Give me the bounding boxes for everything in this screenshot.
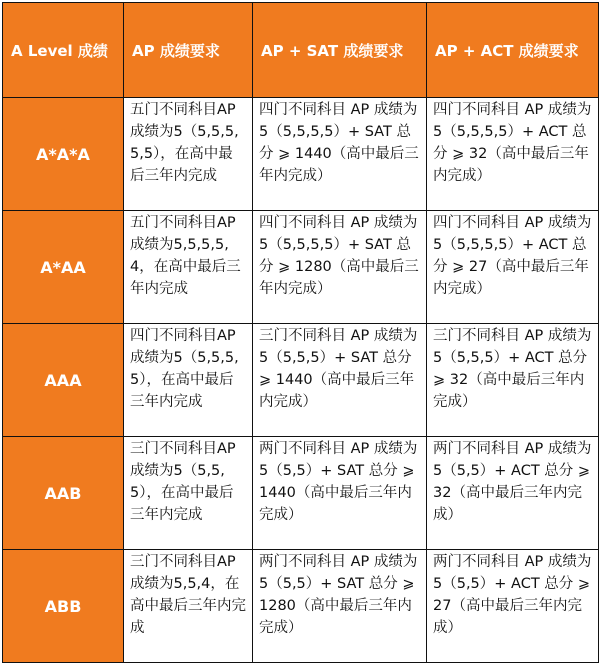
ap-sat-requirement-cell: 两门不同科目 AP 成绩为 5（5,5）+ SAT 总分 ⩾ 1440（高中最后三年内完成） xyxy=(253,437,427,550)
header-ap: AP 成绩要求 xyxy=(124,3,253,98)
grade-cell: A*AA xyxy=(3,211,124,324)
header-row xyxy=(3,3,599,98)
ap-requirement-cell: 三门不同科目AP成绩为5（5,5,5），在高中最后三年内完成 xyxy=(124,437,253,550)
ap-sat-requirement-cell: 四门不同科目 AP 成绩为 5（5,5,5,5）+ SAT 总分 ⩾ 1440（高中最后三年内完成） xyxy=(253,98,427,211)
ap-requirement-cell: 五门不同科目AP成绩为5,5,5,5,4，在高中最后三年内完成 xyxy=(124,211,253,324)
grade-cell: AAA xyxy=(3,324,124,437)
requirements-table xyxy=(2,2,599,663)
grade-cell: AAB xyxy=(3,437,124,550)
ap-sat-requirement-cell: 两门不同科目 AP 成绩为 5（5,5）+ SAT 总分 ⩾ 1280（高中最后三年内完成） xyxy=(253,550,427,663)
ap-requirement-cell: 五门不同科目AP成绩为5（5,5,5,5,5），在高中最后三年内完成 xyxy=(124,98,253,211)
ap-sat-requirement-cell: 三门不同科目 AP 成绩为 5（5,5,5）+ SAT 总分 ⩾ 1440（高中最后三年内完成） xyxy=(253,324,427,437)
header-a-level: A Level 成绩 xyxy=(3,3,124,98)
ap-act-requirement-cell: 四门不同科目 AP 成绩为 5（5,5,5,5）+ ACT 总分 ⩾ 32（高中最后三年内完成） xyxy=(427,98,599,211)
header-ap-act: AP + ACT 成绩要求 xyxy=(427,3,599,98)
table-row xyxy=(3,437,599,550)
ap-sat-requirement-cell: 四门不同科目 AP 成绩为 5（5,5,5,5）+ SAT 总分 ⩾ 1280（高中最后三年内完成） xyxy=(253,211,427,324)
ap-act-requirement-cell: 两门不同科目 AP 成绩为 5（5,5）+ ACT 总分 ⩾ 32（高中最后三年内完成） xyxy=(427,437,599,550)
grade-cell: ABB xyxy=(3,550,124,663)
grade-cell: A*A*A xyxy=(3,98,124,211)
ap-requirement-cell: 三门不同科目AP成绩为5,5,4，在高中最后三年内完成 xyxy=(124,550,253,663)
table-row xyxy=(3,211,599,324)
table-row xyxy=(3,324,599,437)
ap-act-requirement-cell: 两门不同科目 AP 成绩为 5（5,5）+ ACT 总分 ⩾ 27（高中最后三年内完成） xyxy=(427,550,599,663)
table-row xyxy=(3,98,599,211)
table-row xyxy=(3,550,599,663)
ap-act-requirement-cell: 四门不同科目 AP 成绩为 5（5,5,5,5）+ ACT 总分 ⩾ 27（高中最后三年内完成） xyxy=(427,211,599,324)
header-ap-sat: AP + SAT 成绩要求 xyxy=(253,3,427,98)
ap-requirement-cell: 四门不同科目AP成绩为5（5,5,5,5），在高中最后三年内完成 xyxy=(124,324,253,437)
ap-act-requirement-cell: 三门不同科目 AP 成绩为 5（5,5,5）+ ACT 总分 ⩾ 32（高中最后三年内完成） xyxy=(427,324,599,437)
